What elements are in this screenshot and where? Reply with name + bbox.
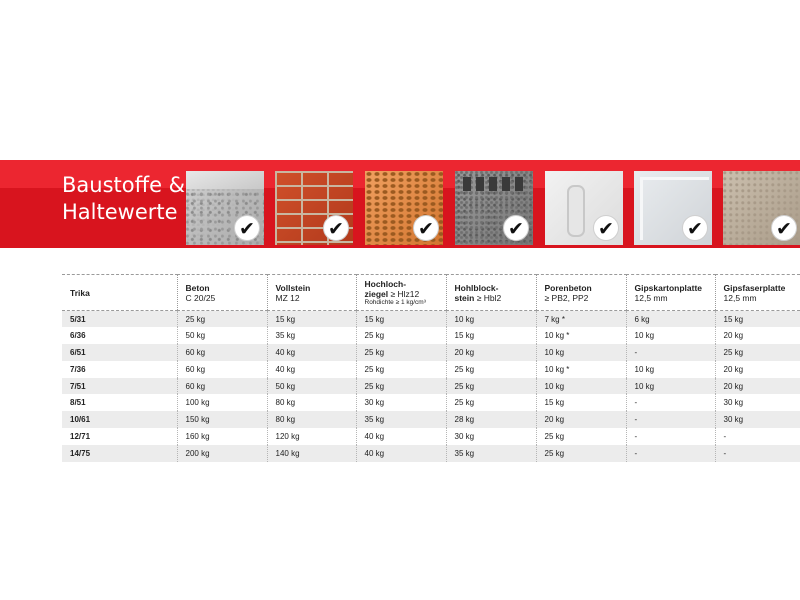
cell-hohlblockstein: 35 kg <box>446 445 536 462</box>
header-hochloch-tiny: Rohdichte ≥ 1 kg/cm³ <box>364 298 426 306</box>
check-icon: ✔ <box>771 215 797 241</box>
cell-porenbeton: 7 kg * <box>536 311 626 328</box>
cell-beton: 60 kg <box>177 361 267 378</box>
banner-title-line2: Haltewerte <box>62 200 178 224</box>
tile-porenbeton <box>545 171 623 245</box>
check-icon: ✔ <box>503 215 529 241</box>
cell-hohlblockstein: 20 kg <box>446 344 536 361</box>
cell-gipsfaserplatte: - <box>715 428 800 445</box>
cell-gipsfaserplatte: 15 kg <box>715 311 800 328</box>
header-beton-sub: C 20/25 <box>185 292 216 303</box>
check-icon: ✔ <box>413 215 439 241</box>
cell-vollstein: 40 kg <box>267 361 356 378</box>
banner-title-line1: Baustoffe & <box>62 173 186 197</box>
header-vollstein-title: Vollstein <box>275 282 311 293</box>
cell-gipskartonplatte: 10 kg <box>626 327 715 344</box>
cell-gipsfaserplatte: 20 kg <box>715 361 800 378</box>
header-gipsfaserplatte <box>715 275 800 311</box>
cell-trika: 10/61 <box>62 411 177 428</box>
cell-porenbeton: 10 kg * <box>536 361 626 378</box>
table-header-row <box>62 275 800 311</box>
header-hohlblock-line2 <box>455 293 536 303</box>
table-row <box>62 378 800 395</box>
cell-gipskartonplatte: - <box>626 394 715 411</box>
cell-vollstein: 80 kg <box>267 394 356 411</box>
header-hohlblock-line2-suffix: ≥ Hbl2 <box>474 292 502 303</box>
cell-gipskartonplatte: 6 kg <box>626 311 715 328</box>
cell-porenbeton: 10 kg <box>536 344 626 361</box>
cell-gipskartonplatte: 10 kg <box>626 378 715 395</box>
cell-hochlochziegel: 30 kg <box>356 394 446 411</box>
header-gipsfaser-sub: 12,5 mm <box>723 292 757 303</box>
header-porenbeton <box>536 275 626 311</box>
cell-vollstein: 40 kg <box>267 344 356 361</box>
header-vollstein-sub: MZ 12 <box>275 292 300 303</box>
cell-vollstein: 120 kg <box>267 428 356 445</box>
header-porenbeton-title: Porenbeton <box>544 282 592 293</box>
cell-hohlblockstein: 15 kg <box>446 327 536 344</box>
cell-porenbeton: 10 kg * <box>536 327 626 344</box>
cell-hochlochziegel: 25 kg <box>356 361 446 378</box>
header-hohlblock-line1: Hohlblock- <box>454 282 499 293</box>
cell-hochlochziegel: 40 kg <box>356 428 446 445</box>
cell-gipsfaserplatte: 30 kg <box>715 411 800 428</box>
cell-hohlblockstein: 28 kg <box>446 411 536 428</box>
header-beton <box>177 275 267 311</box>
header-hochloch-line2-bold: ziegel <box>364 288 389 299</box>
cell-beton: 200 kg <box>177 445 267 462</box>
table-row <box>62 311 800 328</box>
tile-hochlochziegel <box>365 171 443 245</box>
header-hochloch-line1: Hochloch- <box>364 278 407 289</box>
header-hohlblockstein <box>446 275 536 311</box>
cell-vollstein: 140 kg <box>267 445 356 462</box>
cell-trika: 8/51 <box>62 394 177 411</box>
cell-trika: 7/36 <box>62 361 177 378</box>
cell-gipsfaserplatte: - <box>715 445 800 462</box>
cell-hochlochziegel: 40 kg <box>356 445 446 462</box>
cell-trika: 6/51 <box>62 344 177 361</box>
header-hochloch-line2 <box>365 289 446 299</box>
cell-beton: 25 kg <box>177 311 267 328</box>
cell-vollstein: 15 kg <box>267 311 356 328</box>
load-values-table <box>62 274 800 462</box>
tile-vollstein <box>275 171 353 245</box>
cell-trika: 7/51 <box>62 378 177 395</box>
cell-gipskartonplatte: - <box>626 411 715 428</box>
cell-beton: 160 kg <box>177 428 267 445</box>
table-row <box>62 428 800 445</box>
cell-beton: 60 kg <box>177 378 267 395</box>
cell-beton: 50 kg <box>177 327 267 344</box>
table-row <box>62 327 800 344</box>
cell-vollstein: 50 kg <box>267 378 356 395</box>
cell-porenbeton: 20 kg <box>536 411 626 428</box>
cell-trika: 5/31 <box>62 311 177 328</box>
cell-porenbeton: 25 kg <box>536 445 626 462</box>
table-row <box>62 344 800 361</box>
cell-hochlochziegel: 25 kg <box>356 327 446 344</box>
cell-beton: 100 kg <box>177 394 267 411</box>
cell-hohlblockstein: 25 kg <box>446 361 536 378</box>
cell-vollstein: 35 kg <box>267 327 356 344</box>
header-porenbeton-sub: ≥ PB2, PP2 <box>544 292 589 303</box>
cell-porenbeton: 10 kg <box>536 378 626 395</box>
cell-hochlochziegel: 25 kg <box>356 344 446 361</box>
cell-vollstein: 80 kg <box>267 411 356 428</box>
cell-gipsfaserplatte: 30 kg <box>715 394 800 411</box>
header-hochloch-line2-suffix: ≥ Hlz12 <box>388 288 420 299</box>
cell-porenbeton: 15 kg <box>536 394 626 411</box>
table-row <box>62 411 800 428</box>
cell-hohlblockstein: 30 kg <box>446 428 536 445</box>
material-banner <box>0 160 800 248</box>
tile-hohlblockstein <box>455 171 533 245</box>
cell-gipskartonplatte: - <box>626 445 715 462</box>
tile-gipskartonplatte <box>634 171 712 245</box>
table-row <box>62 445 800 462</box>
check-icon: ✔ <box>323 215 349 241</box>
cell-hochlochziegel: 15 kg <box>356 311 446 328</box>
header-beton-title: Beton <box>185 282 210 293</box>
cell-beton: 60 kg <box>177 344 267 361</box>
cell-beton: 150 kg <box>177 411 267 428</box>
cell-gipskartonplatte: 10 kg <box>626 361 715 378</box>
header-trika: Trika <box>70 287 90 298</box>
cell-porenbeton: 25 kg <box>536 428 626 445</box>
cell-gipskartonplatte: - <box>626 428 715 445</box>
cell-gipsfaserplatte: 25 kg <box>715 344 800 361</box>
cell-trika: 6/36 <box>62 327 177 344</box>
header-gipsfaser-title: Gipsfaserplatte <box>723 282 786 293</box>
tile-beton <box>186 171 264 245</box>
header-hohlblock-line2-bold: stein <box>454 292 475 303</box>
header-gipskarton-title: Gipskartonplatte <box>634 282 703 293</box>
cell-trika: 12/71 <box>62 428 177 445</box>
cell-hohlblockstein: 10 kg <box>446 311 536 328</box>
cell-gipsfaserplatte: 20 kg <box>715 327 800 344</box>
cell-hohlblockstein: 25 kg <box>446 378 536 395</box>
cell-gipskartonplatte: - <box>626 344 715 361</box>
header-vollstein <box>267 275 356 311</box>
check-icon: ✔ <box>682 215 708 241</box>
table-row <box>62 394 800 411</box>
check-icon: ✔ <box>234 215 260 241</box>
cell-hohlblockstein: 25 kg <box>446 394 536 411</box>
table-row <box>62 361 800 378</box>
cell-trika: 14/75 <box>62 445 177 462</box>
header-hochlochziegel <box>356 275 446 311</box>
header-gipskartonplatte <box>626 275 715 311</box>
tile-gipsfaserplatte <box>723 171 800 245</box>
header-gipskarton-sub: 12,5 mm <box>634 292 668 303</box>
load-values-table-wrap <box>62 274 800 462</box>
banner-title <box>62 172 185 226</box>
cell-gipsfaserplatte: 20 kg <box>715 378 800 395</box>
check-icon: ✔ <box>593 215 619 241</box>
cell-hochlochziegel: 25 kg <box>356 378 446 395</box>
cell-hochlochziegel: 35 kg <box>356 411 446 428</box>
